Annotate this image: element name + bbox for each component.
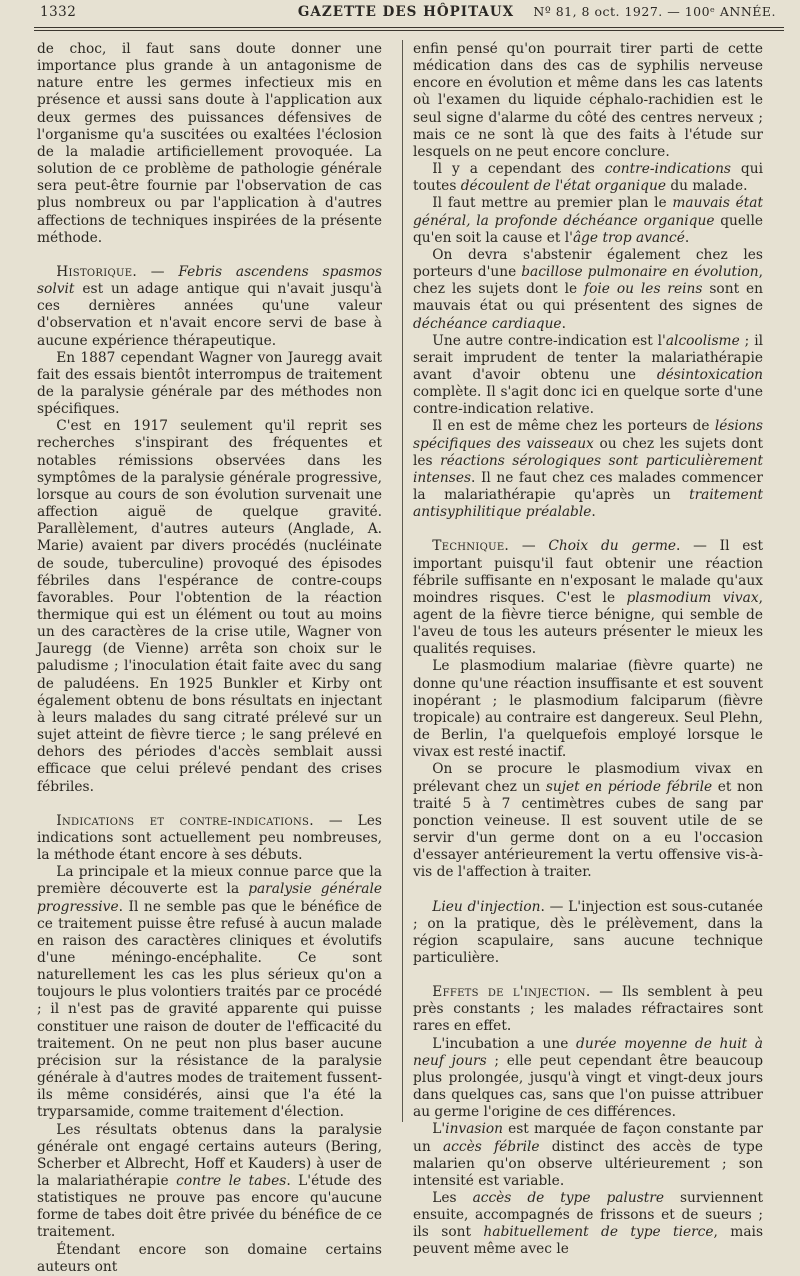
paragraph: La principale et la mieux connue parce que la première découverte est la paralysie générale progressive. Il ne semble pas que le bénéfice de ce traitement puisse être refusé à aucun malade en raison des caractères cliniques et évolutifs d'une méningo-encéphalite. Ce sont naturellement les cas les plus sérieux qu'on a toujours le plus volontiers traités par ce procédé ; il n'est pas de gravité apparente qui puisse constituer une raison de douter de l'efficacité du traitement. On ne peut non plus baser aucune précision sur la résistance de la paralysie générale à d'autres modes de traitement fussent-ils même considérés, ainsi que l'a été la tryparsamide, comme traitement d'élection. <box>37 864 382 1121</box>
running-header <box>30 2 782 24</box>
header-rule <box>34 27 784 31</box>
column-divider <box>402 40 403 1122</box>
paragraph: enfin pensé qu'on pourrait tirer parti de cette médication dans des cas de syphilis nerveuse encore en évolution et même dans les cas latents où l'examen du liquide céphalo-rachidien est le seul signe d'alarme du côté des centres nerveux ; mais ce ne sont là que des faits à l'étude sur lesquels on ne peut encore conclure. <box>413 41 763 160</box>
latin-adage: Febris ascendens spasmos solvit <box>37 263 382 298</box>
paragraph: Les résultats obtenus dans la paralysie générale ont engagé certains auteurs (Bering, Scherber et Albrecht, Hoff et Kauders) à user de la malariathérapie contre le tabes. L'étude des statistiques ne prouve pas encore qu'aucune forme de tabes doit être privée du bénéfice de ce traitement. <box>37 1121 382 1241</box>
paragraph-lieu: Lieu d'injection. — L'injection est sous-cutanée ; on la pratique, dès le prélèvement, dans la région scapulaire, sans aucune technique particulière. <box>413 898 764 966</box>
page-number: 1332 <box>40 4 77 20</box>
paragraph-technique: Technique. — Choix du germe. — Il est important puisqu'il faut obtenir une réaction fébrile suffisante en n'exposant le malade qu'aux moindres risques. C'est le plasmodium vivax, agent de la fièvre tierce bénigne, qui semble de l'aveu de tous les auteurs présenter le mieux les qualités requises. <box>413 538 763 658</box>
paragraph: On se procure le plasmodium vivax en prélevant chez un sujet en période fébrile et non traité 5 à 7 centimètres cubes de sang par ponction veineuse. Il est souvent utile de se servir d'un germe dont on a eu l'occasion d'essayer antérieurement la vertu offensive vis-à-vis de l'affection à traiter. <box>413 761 763 881</box>
section-heading: Indications et contre-indications. <box>56 812 314 829</box>
paragraph: de choc, il faut sans doute donner une importance plus grande à un antagonisme de nature entre les germes infectieux mis en présence et aussi sans doute à l'application aux deux germes des puissances défensives de l'organisme qu'a suscitées ou exaltées l'éclosion de la maladie artificiellement provoquée. La solution de ce problème de pathologie générale sera peut-être fournie par l'observation de cas plus nombreux ou par l'application à d'autres affections de techniques inspirées de la présente méthode. <box>37 41 382 246</box>
paragraph: Les accès de type palustre surviennent ensuite, accompagnés de frissons et de sueurs ; ils sont habituellement de type tierce, mais peuvent même avec le <box>413 1190 764 1258</box>
paragraph: On devra s'abstenir également chez les porteurs d'une bacillose pulmonaire en évolution, chez les sujets dont le foie ou les reins sont en mauvais état ou qui présentent des signes de déchéance cardiaque. <box>413 246 764 332</box>
paragraph: Le plasmodium malariae (fièvre quarte) ne donne qu'une réaction insuffisante et est souvent inopérant ; le plasmodium falciparum (fièvre tropicale) au contraire est dangereux. Seul Plehn, de Berlin, l'a quelquefois employé lorsque le vivax est resté inactif. <box>413 658 763 761</box>
paragraph: Il y a cependant des contre-indications qui toutes découlent de l'état organique du malade. <box>413 161 763 195</box>
paragraph: Il faut mettre au premier plan le mauvais état général, la profonde déchéance organique quelle qu'en soit la cause et l'âge trop avancé. <box>413 195 763 246</box>
left-column <box>37 41 382 1275</box>
paragraph: Il en est de même chez les porteurs de lésions spécifiques des vaisseaux ou chez les sujets dont les réactions sérologiques sont particulièrement intenses. Il ne faut chez ces malades commencer la malariathérapie qu'après un traitement antisyphilitique préalable. <box>413 418 764 521</box>
paragraph: L'invasion est marquée de façon constante par un accès fébrile distinct des accès de type malarien qu'on observe ultérieurement ; son intensité est variable. <box>413 1121 763 1189</box>
paragraph: L'incubation a une durée moyenne de huit à neuf jours ; elle peut cependant être beaucoup plus prolongée, jusqu'à vingt et vingt-deux jours dans quelques cas, sans que l'on puisse attribuer au germe l'origine de ces différences. <box>413 1035 763 1121</box>
paragraph-historique: Historique. — Febris ascendens spasmos solvit est un adage antique qui n'avait jusqu'à ces dernières années qu'une valeur d'observation et n'avait encore servi de base à aucune expérience thérapeutique. <box>37 263 382 349</box>
issue-info: Nº 81, 8 oct. 1927. — 100ᵉ ANNÉE. <box>533 4 776 19</box>
paragraph: En 1887 cependant Wagner von Jauregg avait fait des essais bientôt interrompus de traitement de la paralysie générale par des méthodes non spécifiques. <box>37 349 382 418</box>
section-heading: Historique. <box>56 263 137 280</box>
paragraph: Une autre contre-indication est l'alcoolisme ; il serait imprudent de tenter la malariathérapie avant d'avoir obtenu une désintoxication complète. Il s'agit donc ici en quelque sorte d'une contre-indication relative. <box>413 332 764 418</box>
section-heading: Effets de l'injection. <box>432 984 591 1001</box>
paragraph-effets: Effets de l'injection. — Ils semblent à peu près constants ; les malades réfractaires sont rares en effet. <box>413 984 763 1035</box>
section-heading: Technique. <box>432 538 510 555</box>
paragraph-indications: Indications et contre-indications. — Les indications sont actuellement peu nombreuses, la méthode étant encore à ses débuts. <box>37 812 382 864</box>
right-column <box>413 41 764 1258</box>
paragraph: Étendant encore son domaine certains auteurs ont <box>37 1241 382 1275</box>
paragraph: C'est en 1917 seulement qu'il reprit ses recherches s'inspirant des fréquentes et notables rémissions observées dans les symptômes de la paralysie générale progressive, lorsque au cours de son évolution survenait une affection aiguë de quelque gravité. Parallèlement, d'autres auteurs (Anglade, A. Marie) avaient par divers procédés (nucléinate de soude, tuberculine) provoqué des épisodes fébriles dans l'espérance de contre-coups favorables. Pour l'obtention de la réaction thermique qui est un élément ou tout au moins un des caractères de la crise utile, Wagner von Jauregg (de Vienne) arrêta son choix sur le paludisme ; l'inoculation était faite avec du sang de paludéens. En 1925 Bunkler et Kirby ont également obtenu de bons résultats en injectant à leurs malades du sang citraté prélevé sur un sujet atteint de fièvre tierce ; le sang prélevé en dehors des périodes d'accès semblait aussi efficace que celui prélevé pendant des crises fébriles. <box>37 418 382 795</box>
journal-title: GAZETTE DES HÔPITAUX <box>297 4 515 20</box>
